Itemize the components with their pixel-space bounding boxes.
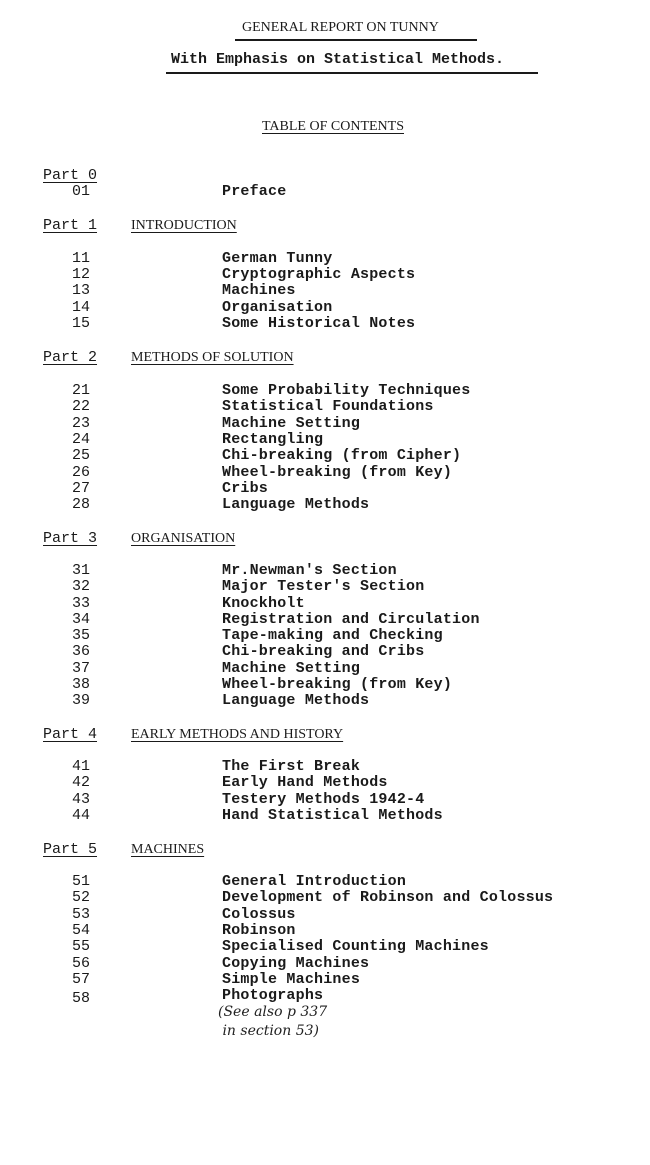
entry-number: 31 <box>72 562 91 579</box>
entry-title: Early Hand Methods <box>222 774 388 791</box>
handwritten-note: (See also p 337 in section 53) <box>218 1004 328 1039</box>
entry-title: Cryptographic Aspects <box>222 266 416 283</box>
entry-title: Mr.Newman's Section <box>222 562 397 579</box>
entry-title: Hand Statistical Methods <box>222 807 443 824</box>
entry-number: 11 <box>72 250 91 267</box>
entry-title: Photographs <box>222 987 324 1004</box>
entry-number: 36 <box>72 643 91 660</box>
entry-title: Cribs <box>222 480 269 497</box>
entry-number: 13 <box>72 282 91 299</box>
entry-number: 01 <box>72 183 91 200</box>
entry-title: Wheel-breaking (from Key) <box>222 676 453 693</box>
entry-number: 21 <box>72 382 91 399</box>
entry-number: 33 <box>72 595 91 612</box>
entry-number: 12 <box>72 266 91 283</box>
entry-title: Testery Methods 1942-4 <box>222 791 425 808</box>
entry-title: Specialised Counting Machines <box>222 938 489 955</box>
entry-title: Statistical Foundations <box>222 398 434 415</box>
part-2-label: Part 2 <box>43 349 98 366</box>
entry-number: 51 <box>72 873 91 890</box>
part-4-label: Part 4 <box>43 726 98 743</box>
part-1-title: INTRODUCTION <box>131 218 237 233</box>
document-title: GENERAL REPORT ON TUNNY <box>242 20 439 35</box>
entry-number: 23 <box>72 415 91 432</box>
title-underline <box>235 39 477 41</box>
entry-title: Language Methods <box>222 496 370 513</box>
entry-number: 42 <box>72 774 91 791</box>
entry-number: 27 <box>72 480 91 497</box>
entry-number: 35 <box>72 627 91 644</box>
document-subtitle: With Emphasis on Statistical Methods. <box>171 51 505 68</box>
toc-heading: TABLE OF CONTENTS <box>262 119 404 134</box>
entry-title: Tape-making and Checking <box>222 627 443 644</box>
entry-title: Major Tester's Section <box>222 578 425 595</box>
entry-title: Machine Setting <box>222 415 361 432</box>
entry-title: Copying Machines <box>222 955 370 972</box>
entry-title: German Tunny <box>222 250 333 267</box>
entry-title: Simple Machines <box>222 971 361 988</box>
entry-number: 25 <box>72 447 91 464</box>
entry-number: 34 <box>72 611 91 628</box>
entry-number: 52 <box>72 889 91 906</box>
entry-title: Development of Robinson and Colossus <box>222 889 554 906</box>
entry-number: 44 <box>72 807 91 824</box>
entry-number: 38 <box>72 676 91 693</box>
part-5-title: MACHINES <box>131 842 205 857</box>
entry-number: 22 <box>72 398 91 415</box>
part-0-label: Part 0 <box>43 167 98 184</box>
entry-title: Some Probability Techniques <box>222 382 471 399</box>
part-4-title: EARLY METHODS AND HISTORY <box>131 727 344 742</box>
entry-number: 43 <box>72 791 91 808</box>
entry-title: Language Methods <box>222 692 370 709</box>
part-1-label: Part 1 <box>43 217 98 234</box>
entry-number: 37 <box>72 660 91 677</box>
entry-number: 26 <box>72 464 91 481</box>
entry-title: The First Break <box>222 758 361 775</box>
entry-title: Preface <box>222 183 287 200</box>
part-5-label: Part 5 <box>43 841 98 858</box>
entry-number: 28 <box>72 496 91 513</box>
entry-title: Chi-breaking (from Cipher) <box>222 447 462 464</box>
entry-title: Robinson <box>222 922 296 939</box>
entry-title: Registration and Circulation <box>222 611 480 628</box>
entry-number: 24 <box>72 431 91 448</box>
subtitle-underline <box>166 72 538 74</box>
entry-title: Chi-breaking and Cribs <box>222 643 425 660</box>
entry-number: 39 <box>72 692 91 709</box>
part-3-title: ORGANISATION <box>131 531 236 546</box>
entry-number: 58 <box>72 990 91 1007</box>
entry-title: Machines <box>222 282 296 299</box>
entry-number: 53 <box>72 906 91 923</box>
entry-title: Wheel-breaking (from Key) <box>222 464 453 481</box>
entry-number: 32 <box>72 578 91 595</box>
entry-title: Organisation <box>222 299 333 316</box>
entry-title: Machine Setting <box>222 660 361 677</box>
entry-number: 14 <box>72 299 91 316</box>
entry-number: 41 <box>72 758 91 775</box>
entry-title: General Introduction <box>222 873 407 890</box>
entry-number: 55 <box>72 938 91 955</box>
entry-title: Rectangling <box>222 431 324 448</box>
entry-number: 54 <box>72 922 91 939</box>
entry-title: Colossus <box>222 906 296 923</box>
entry-number: 56 <box>72 955 91 972</box>
entry-title: Some Historical Notes <box>222 315 416 332</box>
part-3-label: Part 3 <box>43 530 98 547</box>
entry-number: 15 <box>72 315 91 332</box>
part-2-title: METHODS OF SOLUTION <box>131 350 294 365</box>
entry-title: Knockholt <box>222 595 305 612</box>
entry-number: 57 <box>72 971 91 988</box>
